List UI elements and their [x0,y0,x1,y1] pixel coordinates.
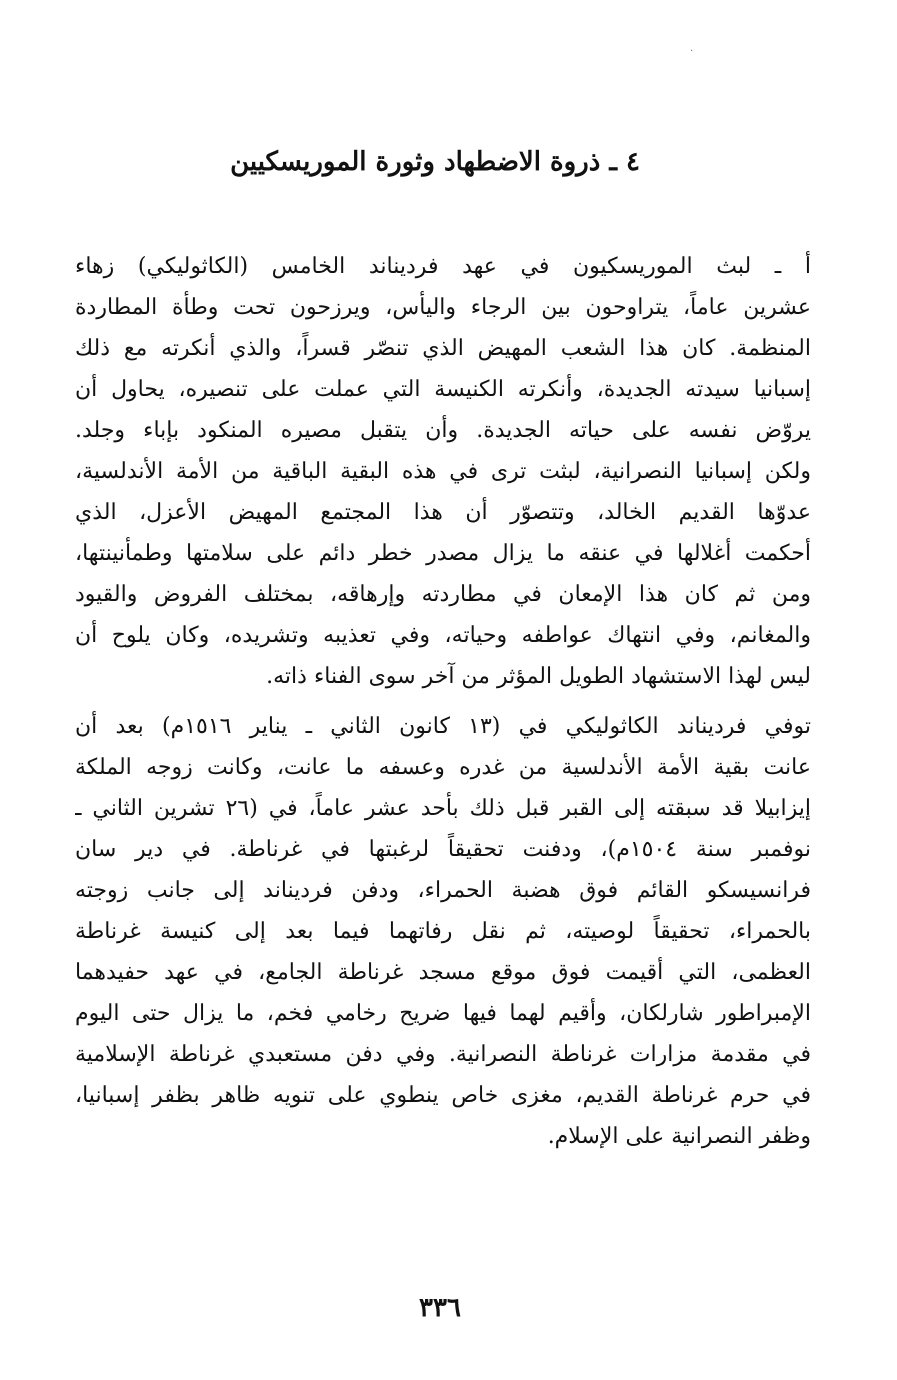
text-line: والمغانم، وفي انتهاك عواطفه وحياته، وفي تعذيبه وتشريده، وكان يلوح أن [75,623,811,648]
text-line: يروّض نفسه على حياته الجديدة. وأن يتقبل مصيره المنكود بإباء وجلد. [75,418,811,443]
chapter-title: ٤ ـ ذروة الاضطهاد وثورة الموريسكيين [230,147,640,177]
text-line: وظفر النصرانية على الإسلام. [547,1124,811,1149]
text-line: ولكن إسبانيا النصرانية، لبثت ترى في هذه البقية الباقية من الأمة الأندلسية، [75,459,811,484]
paragraph-2 [75,706,811,1157]
text-line: عشرين عاماً، يتراوحون بين الرجاء واليأس، ويرزحون تحت وطأة المطاردة [75,295,811,320]
text-line: أ ـ لبث الموريسكيون في عهد فرديناند الخامس (الكاثوليكي) زهاء [75,254,811,279]
text-line: فرانسيسكو القائم فوق هضبة الحمراء، ودفن فرديناند إلى جانب زوجته [75,878,811,903]
text-line: أحكمت أغلالها في عنقه ما يزال مصدر خطر دائم على سلامتها وطمأنينتها، [75,541,811,566]
text-line: إيزابيلا قد سبقته إلى القبر قبل ذلك بأحد عشر عاماً، في (٢٦ تشرين الثاني ـ [75,796,811,821]
text-line: عانت بقية الأمة الأندلسية من غدره وعسفه ما عانت، وكانت زوجه الملكة [75,755,811,780]
page-number: ٣٣٦ [419,1293,461,1323]
text-line: توفي فرديناند الكاثوليكي في (١٣ كانون الثاني ـ يناير ١٥١٦م) بعد أن [75,714,811,739]
text-line: بالحمراء، تحقيقاً لوصيته، ثم نقل رفاتهما فيما بعد إلى كنيسة غرناطة [75,919,811,944]
paragraph-1 [75,246,811,697]
text-line: عدوّها القديم الخالد، وتتصوّر أن هذا المجتمع المهيض الأعزل، الذي [75,500,811,525]
text-line: الإمبراطور شارلكان، وأقيم لهما فيها ضريح رخامي فخم، ما يزال حتى اليوم [75,1001,811,1026]
text-line: ليس لهذا الاستشهاد الطويل المؤثر من آخر سوى الفناء ذاته. [266,664,811,689]
text-line: في حرم غرناطة القديم، مغزى خاص ينطوي على تنويه ظاهر بظفر إسبانيا، [75,1083,811,1108]
body-text [75,246,811,1157]
text-line: المنظمة. كان هذا الشعب المهيض الذي تنصّر قسراً، والذي أنكرته مع ذلك [75,336,811,361]
text-line: نوفمبر سنة ١٥٠٤م)، ودفنت تحقيقاً لرغبتها في غرناطة. في دير سان [75,837,811,862]
text-line: العظمى، التي أقيمت فوق موقع مسجد غرناطة الجامع، في عهد حفيدهما [75,960,811,985]
text-line: ومن ثم كان هذا الإمعان في مطاردته وإرهاقه، بمختلف الفروض والقيود [75,582,811,607]
text-line: إسبانيا سيدته الجديدة، وأنكرته الكنيسة التي عملت على تنصيره، يحاول أن [75,377,811,402]
corner-mark: · [690,46,694,57]
text-line: في مقدمة مزارات غرناطة النصرانية. وفي دفن مستعبدي غرناطة الإسلامية [75,1042,811,1067]
